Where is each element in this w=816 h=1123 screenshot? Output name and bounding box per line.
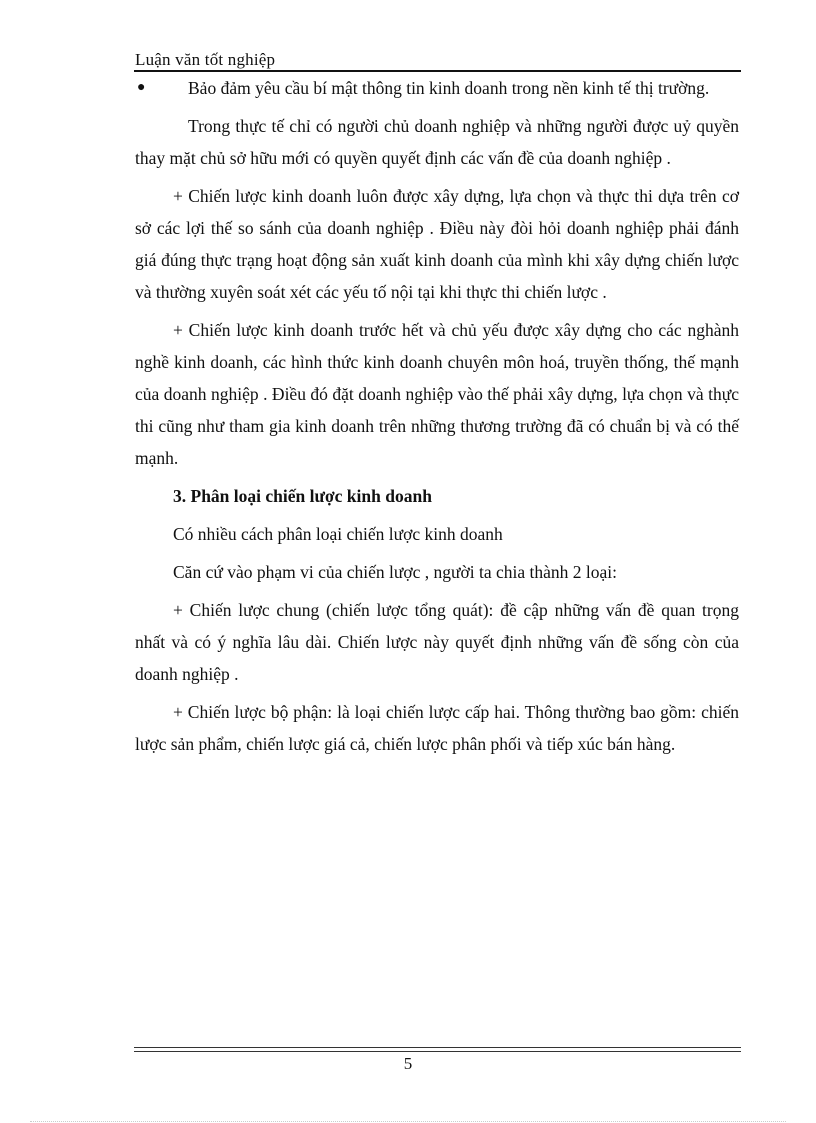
- section-item-2: + Chiến lược bộ phận: là loại chiến lược cấp hai. Thông thường bao gồm: chiến lược sản phẩm, chiến lược giá cả, chiến lược phân phối và tiếp xúc bán hàng.: [135, 702, 739, 754]
- section-item-1: + Chiến lược chung (chiến lược tổng quát): đề cập những vấn đề quan trọng nhất và có ý nghĩa lâu dài. Chiến lược này quyết định những vấn đề sống còn của doanh nghiệp .: [135, 600, 739, 684]
- bullet-item: [135, 72, 739, 104]
- bullet-text: Bảo đảm yêu cầu bí mật thông tin kinh doanh trong nền kinh tế thị trường.: [188, 78, 710, 98]
- page-edge: [30, 1121, 786, 1122]
- header-title: Luận văn tốt nghiệp: [135, 50, 276, 69]
- paragraph-3: + Chiến lược kinh doanh trước hết và chủ yếu được xây dựng cho các nghành nghề kinh doanh, các hình thức kinh doanh chuyên môn hoá, truyền thống, thế mạnh của doanh nghiệp . Điều đó đặt doanh nghiệp vào thế phải xây dựng, lựa chọn và thực thi cũng như tham gia kinh doanh trên những thương trường đã có chuẩn bị và có thế mạnh.: [135, 320, 739, 468]
- footer-rule: [134, 1047, 741, 1052]
- section-intro-1: Có nhiều cách phân loại chiến lược kinh doanh: [173, 524, 503, 544]
- section-intro-2: Căn cứ vào phạm vi của chiến lược , người ta chia thành 2 loại:: [173, 562, 617, 582]
- page-number: 5: [403, 1054, 413, 1073]
- paragraph-2: + Chiến lược kinh doanh luôn được xây dựng, lựa chọn và thực thi dựa trên cơ sở các lợi thế so sánh của doanh nghiệp . Điều này đòi hỏi doanh nghiệp phải đánh giá đúng thực trạng hoạt động sản xuất kinh doanh của mình khi xây dựng chiến lược và thường xuyên soát xét các yếu tố nội tại khi thực thi chiến lược .: [135, 186, 739, 302]
- bullet-icon: ●: [137, 80, 146, 95]
- section-heading: 3. Phân loại chiến lược kinh doanh: [173, 486, 432, 506]
- document-body: [135, 72, 739, 760]
- paragraph-1: Trong thực tế chỉ có người chủ doanh nghiệp và những người được uỷ quyền thay mặt chủ sở hữu mới có quyền quyết định các vấn đề của doanh nghiệp .: [135, 116, 739, 168]
